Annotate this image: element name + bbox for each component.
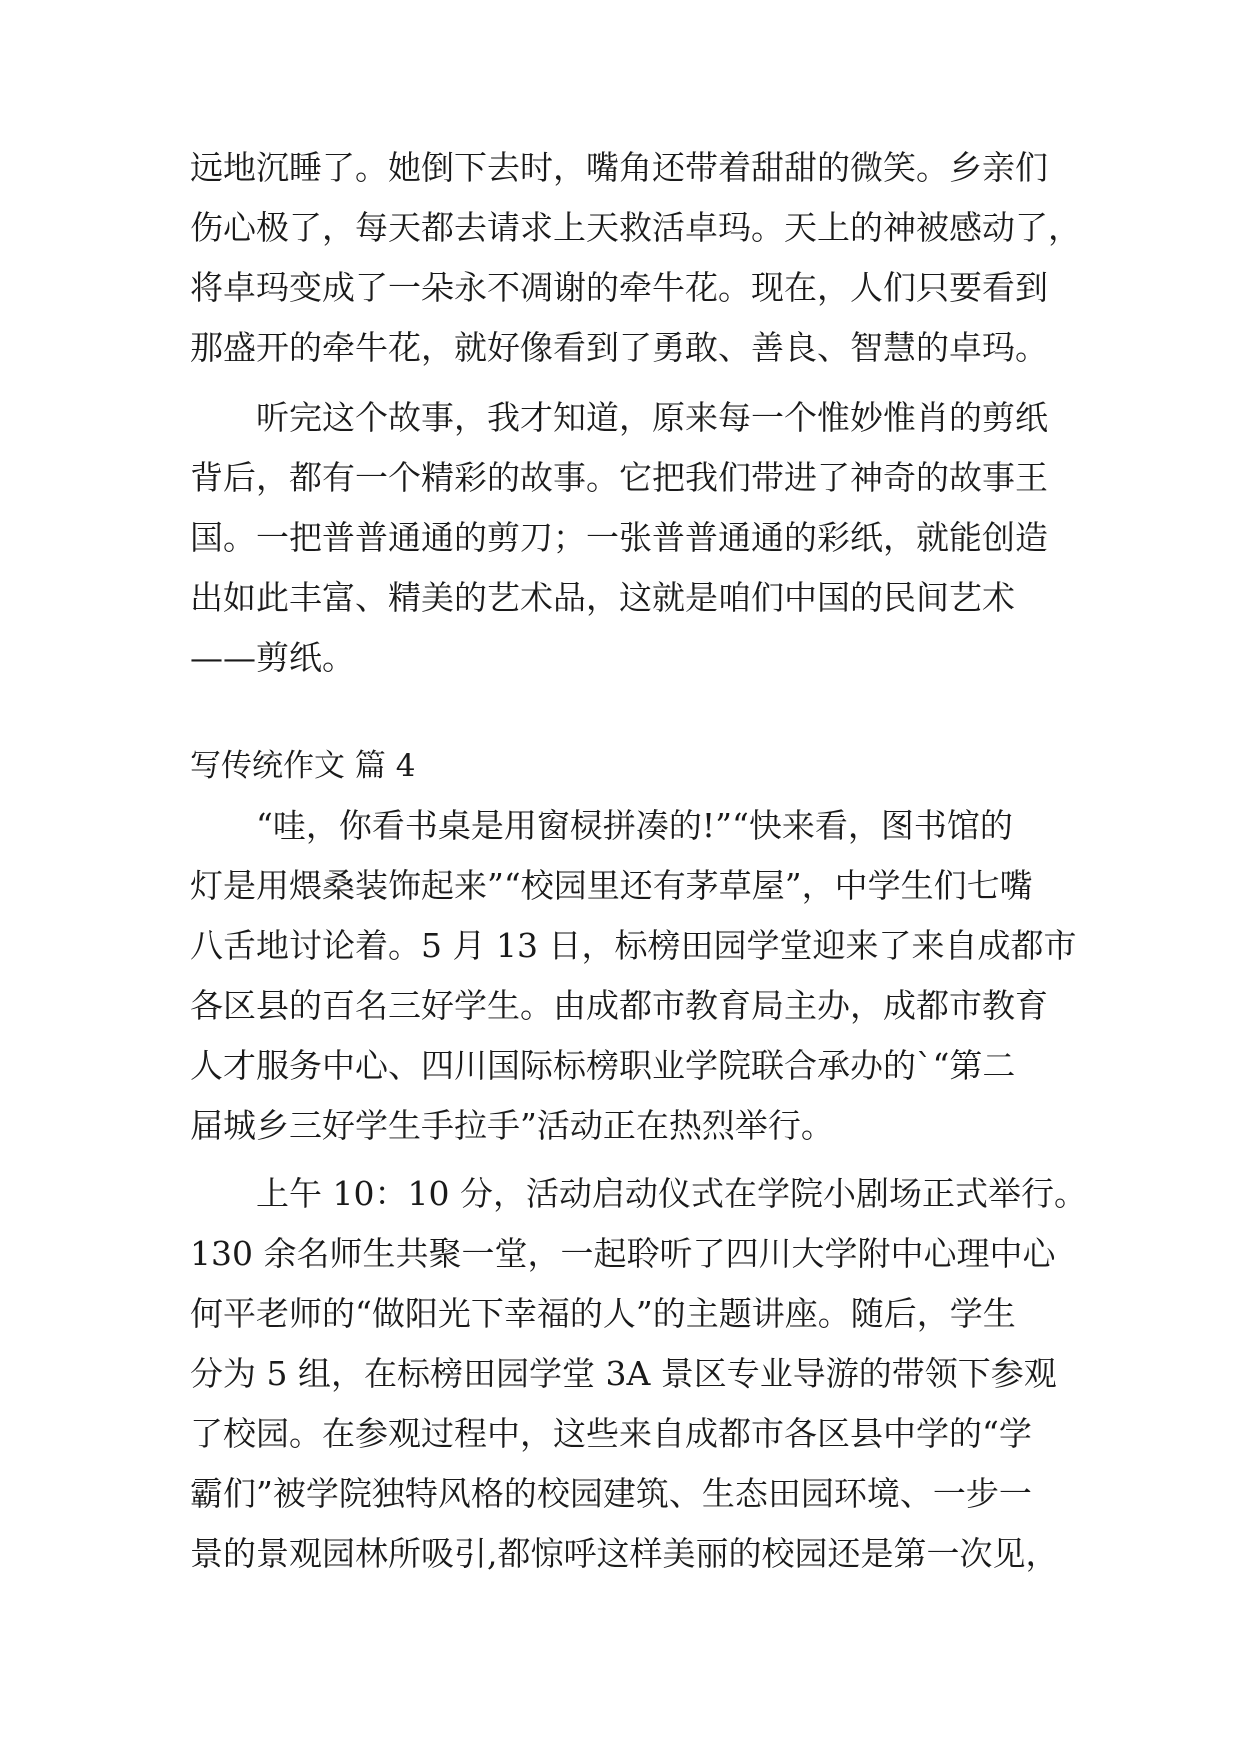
section4-p2-line-5: 了校园。在参观过程中，这些来自成都市各区县中学的“学: [190, 1414, 1032, 1453]
section4-p2-line-6: 霸们”被学院独特风格的校园建筑、生态田园环境、一步一: [190, 1474, 1032, 1513]
section4-p2-line-2: 130 余名师生共聚一堂，一起聆听了四川大学附中心理中心: [190, 1234, 1056, 1273]
reflection-line-3: 国。一把普普通通的剪刀；一张普普通通的彩纸，就能创造: [190, 518, 1048, 557]
story-ending-line-3: 将卓玛变成了一朵永不凋谢的牵牛花。现在，人们只要看到: [190, 268, 1048, 307]
section4-p1-line-2: 灯是用煨桑装饰起来”“校园里还有茅草屋”，中学生们七嘴: [190, 866, 1033, 905]
story-ending-line-2: 伤心极了，每天都去请求上天救活卓玛。天上的神被感动了，: [190, 208, 1081, 247]
section4-p1-line-3: 八舌地讨论着。5 月 13 日，标榜田园学堂迎来了来自成都市: [190, 926, 1077, 965]
section4-p1-line-6: 届城乡三好学生手拉手”活动正在热烈举行。: [190, 1106, 834, 1145]
section4-p2-line-7: 景的景观园林所吸引,都惊呼这样美丽的校园还是第一次见，: [190, 1534, 1059, 1573]
story-ending-line-1: 远地沉睡了。她倒下去时，嘴角还带着甜甜的微笑。乡亲们: [190, 148, 1048, 187]
section-title: 写传统作文 篇 4: [190, 748, 416, 784]
story-ending-line-4: 那盛开的牵牛花，就好像看到了勇敢、善良、智慧的卓玛。: [190, 328, 1048, 367]
reflection-line-1: 听完这个故事，我才知道，原来每一个惟妙惟肖的剪纸: [190, 398, 1048, 437]
section4-p1-line-4: 各区县的百名三好学生。由成都市教育局主办，成都市教育: [190, 986, 1048, 1025]
section4-p2-line-4: 分为 5 组，在标榜田园学堂 3A 景区专业导游的带领下参观: [190, 1354, 1057, 1393]
section4-p2-line-3: 何平老师的“做阳光下幸福的人”的主题讲座。随后，学生: [190, 1294, 1016, 1333]
section4-p1-line-1: “哇，你看书桌是用窗棂拼凑的!”“快来看，图书馆的: [190, 806, 1013, 845]
section4-p1-line-5: 人才服务中心、四川国际标榜职业学院联合承办的`“第二: [190, 1046, 1016, 1085]
reflection-line-2: 背后，都有一个精彩的故事。它把我们带进了神奇的故事王: [190, 458, 1048, 497]
reflection-line-5: ——剪纸。: [190, 638, 355, 677]
section4-p2-line-1: 上午 10：10 分，活动启动仪式在学院小剧场正式举行。: [190, 1174, 1087, 1213]
reflection-line-4: 出如此丰富、精美的艺术品，这就是咱们中国的民间艺术: [190, 578, 1015, 617]
